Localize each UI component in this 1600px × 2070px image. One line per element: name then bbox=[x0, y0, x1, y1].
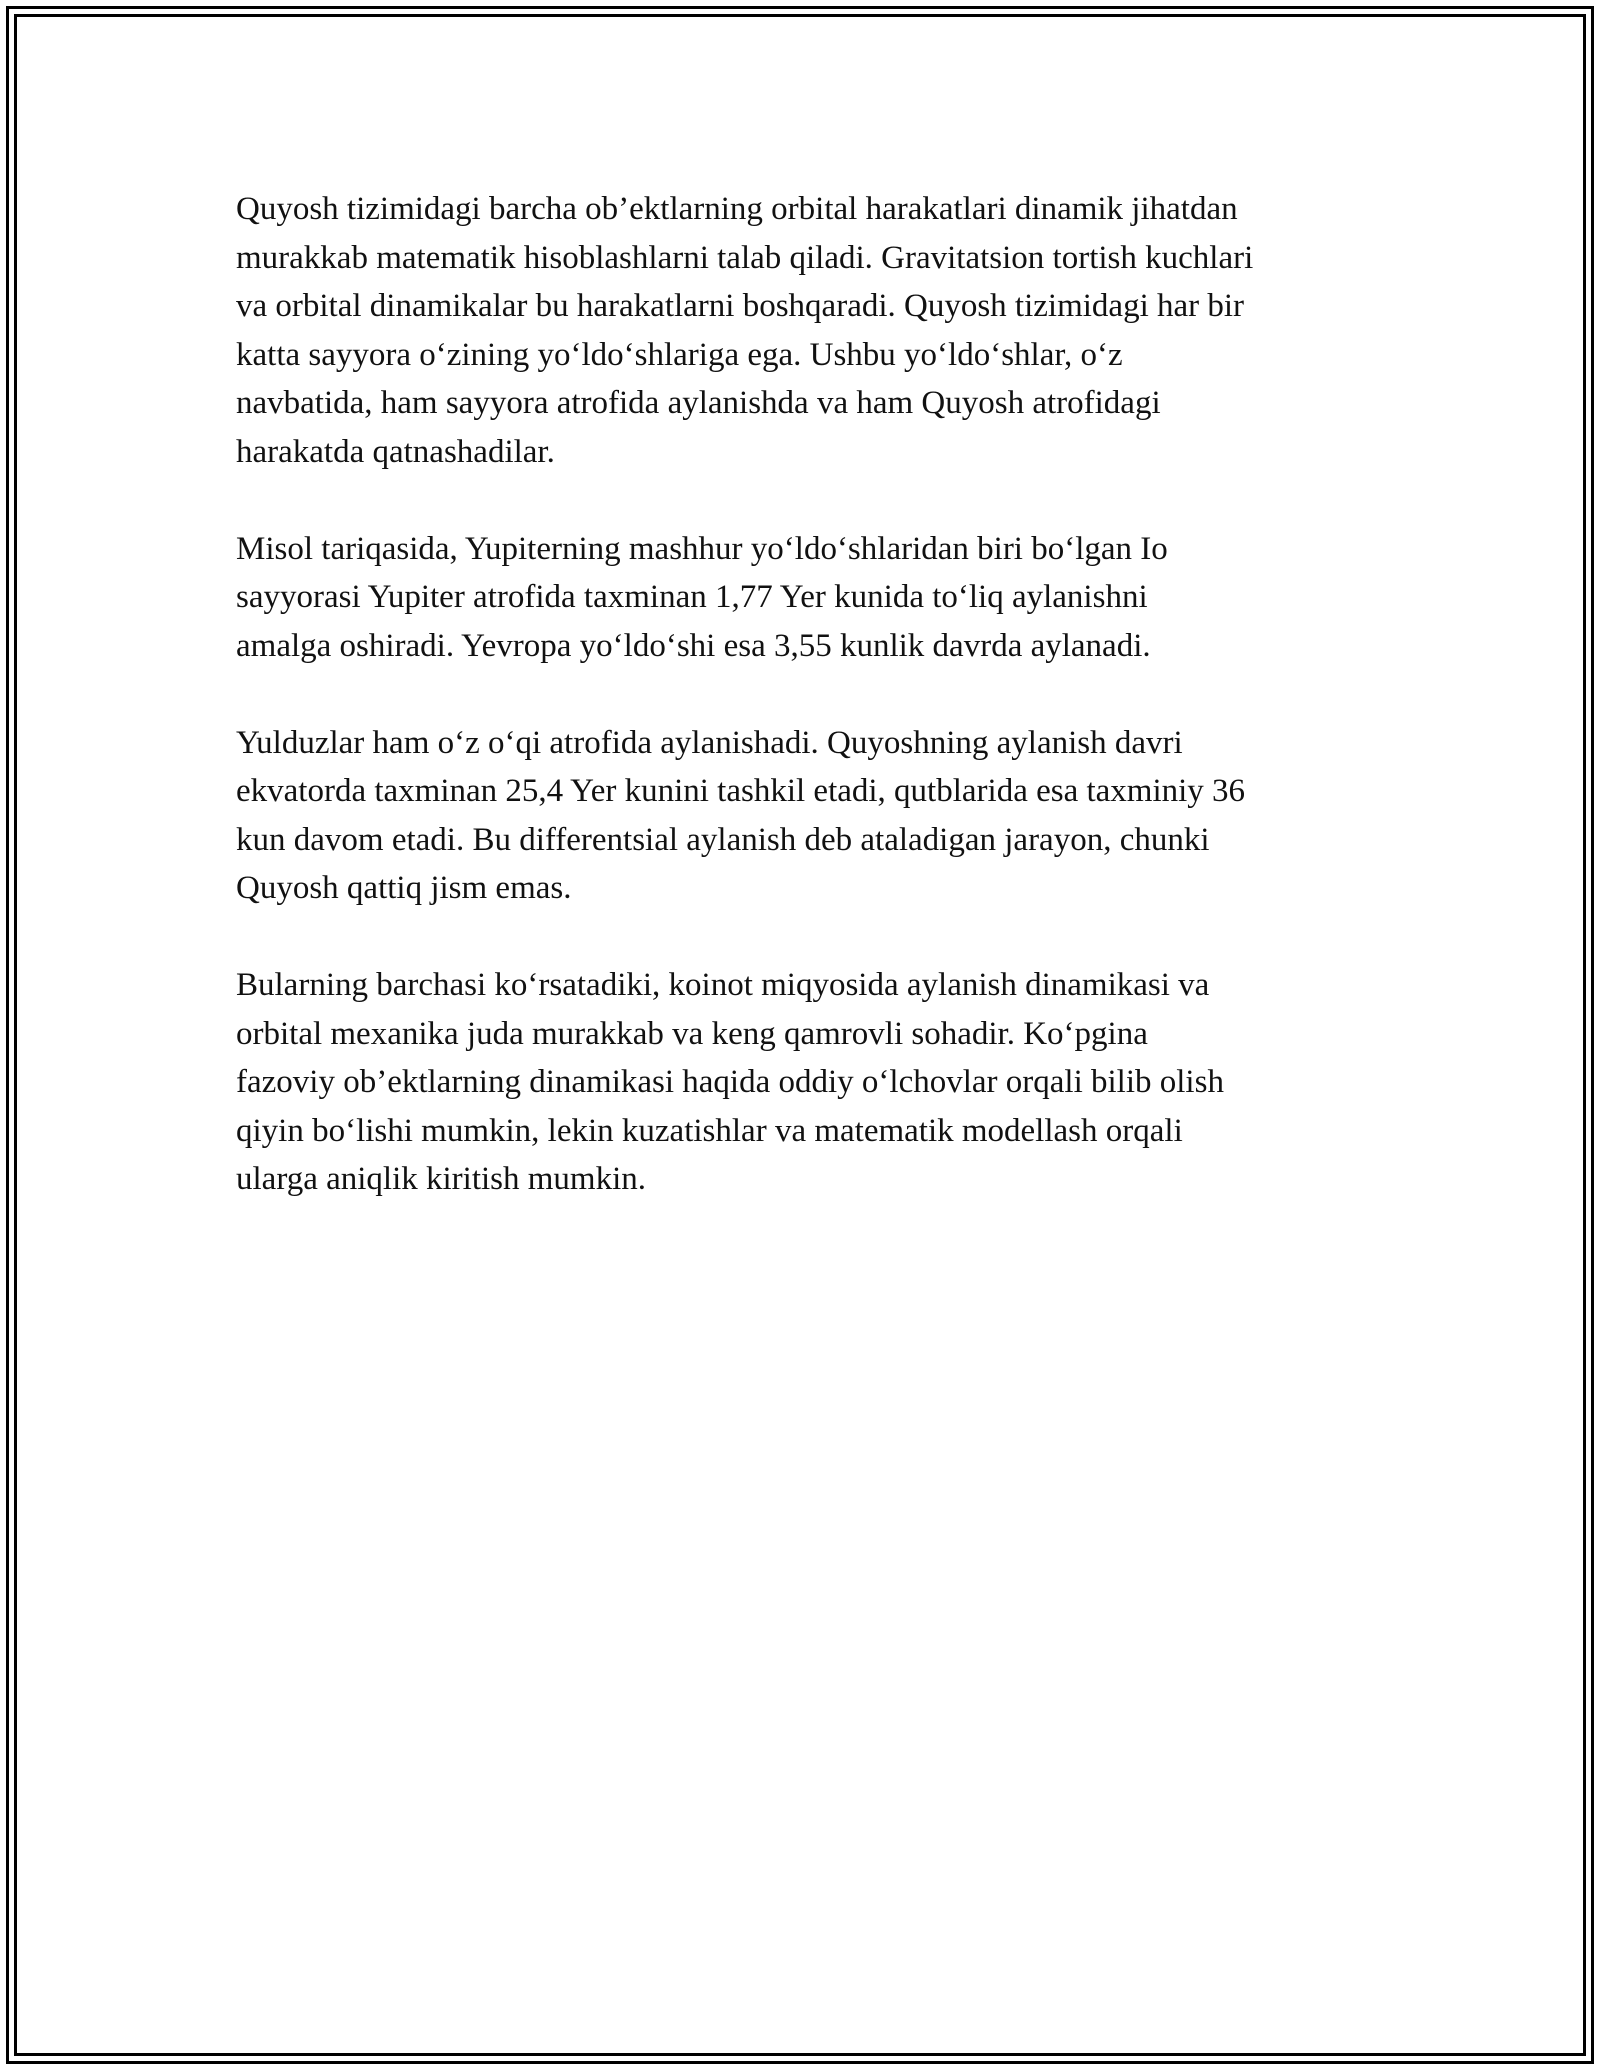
document-body bbox=[236, 185, 1386, 1252]
text-line: Quyosh tizimidagi barcha ob’ektlarning orbital harakatlari dinamik jihatdan bbox=[236, 191, 1238, 227]
text-line: navbatida, ham sayyora atrofida aylanishda va ham Quyosh atrofidagi bbox=[236, 385, 1161, 421]
text-line: katta sayyora o‘zining yo‘ldo‘shlariga ega. Ushbu yo‘ldo‘shlar, o‘z bbox=[236, 336, 1123, 373]
text-line: kun davom etadi. Bu differentsial aylanish deb ataladigan jarayon, chunki bbox=[236, 821, 1210, 858]
text-line: Misol tariqasida, Yupiterning mashhur yo‘ldo‘shlaridan biri bo‘lgan Io bbox=[236, 530, 1168, 567]
text-line: Yulduzlar ham o‘z o‘qi atrofida aylanishadi. Quyoshning aylanish davri bbox=[236, 724, 1183, 761]
paragraph-3 bbox=[236, 719, 1386, 913]
text-line: qiyin bo‘lishi mumkin, lekin kuzatishlar va matematik modellash orqali bbox=[236, 1112, 1183, 1149]
paragraph-4 bbox=[236, 961, 1386, 1204]
text-line: amalga oshiradi. Yevropa yo‘ldo‘shi esa 3,55 kunlik davrda aylanadi. bbox=[236, 627, 1151, 664]
text-line: harakatda qatnashadilar. bbox=[236, 433, 555, 470]
text-line: murakkab matematik hisoblashlarni talab qiladi. Gravitatsion tortish kuchlari bbox=[236, 239, 1254, 276]
text-line: sayyorasi Yupiter atrofida taxminan 1,77 Yer kunida to‘liq aylanishni bbox=[236, 579, 1148, 615]
text-line: Quyosh qattiq jism emas. bbox=[236, 870, 572, 906]
text-line: ekvatorda taxminan 25,4 Yer kunini tashkil etadi, qutblarida esa taxminiy 36 bbox=[236, 773, 1246, 809]
text-line: orbital mexanika juda murakkab va keng qamrovli sohadir. Ko‘pgina bbox=[236, 1015, 1148, 1052]
text-line: Bularning barchasi ko‘rsatadiki, koinot miqyosida aylanish dinamikasi va bbox=[236, 967, 1210, 1003]
text-line: va orbital dinamikalar bu harakatlarni boshqaradi. Quyosh tizimidagi har bir bbox=[236, 288, 1245, 324]
paragraph-2 bbox=[236, 525, 1386, 671]
text-line: fazoviy ob’ektlarning dinamikasi haqida oddiy o‘lchovlar orqali bilib olish bbox=[236, 1064, 1224, 1100]
paragraph-1 bbox=[236, 185, 1386, 476]
text-line: ularga aniqlik kiritish mumkin. bbox=[236, 1161, 647, 1197]
